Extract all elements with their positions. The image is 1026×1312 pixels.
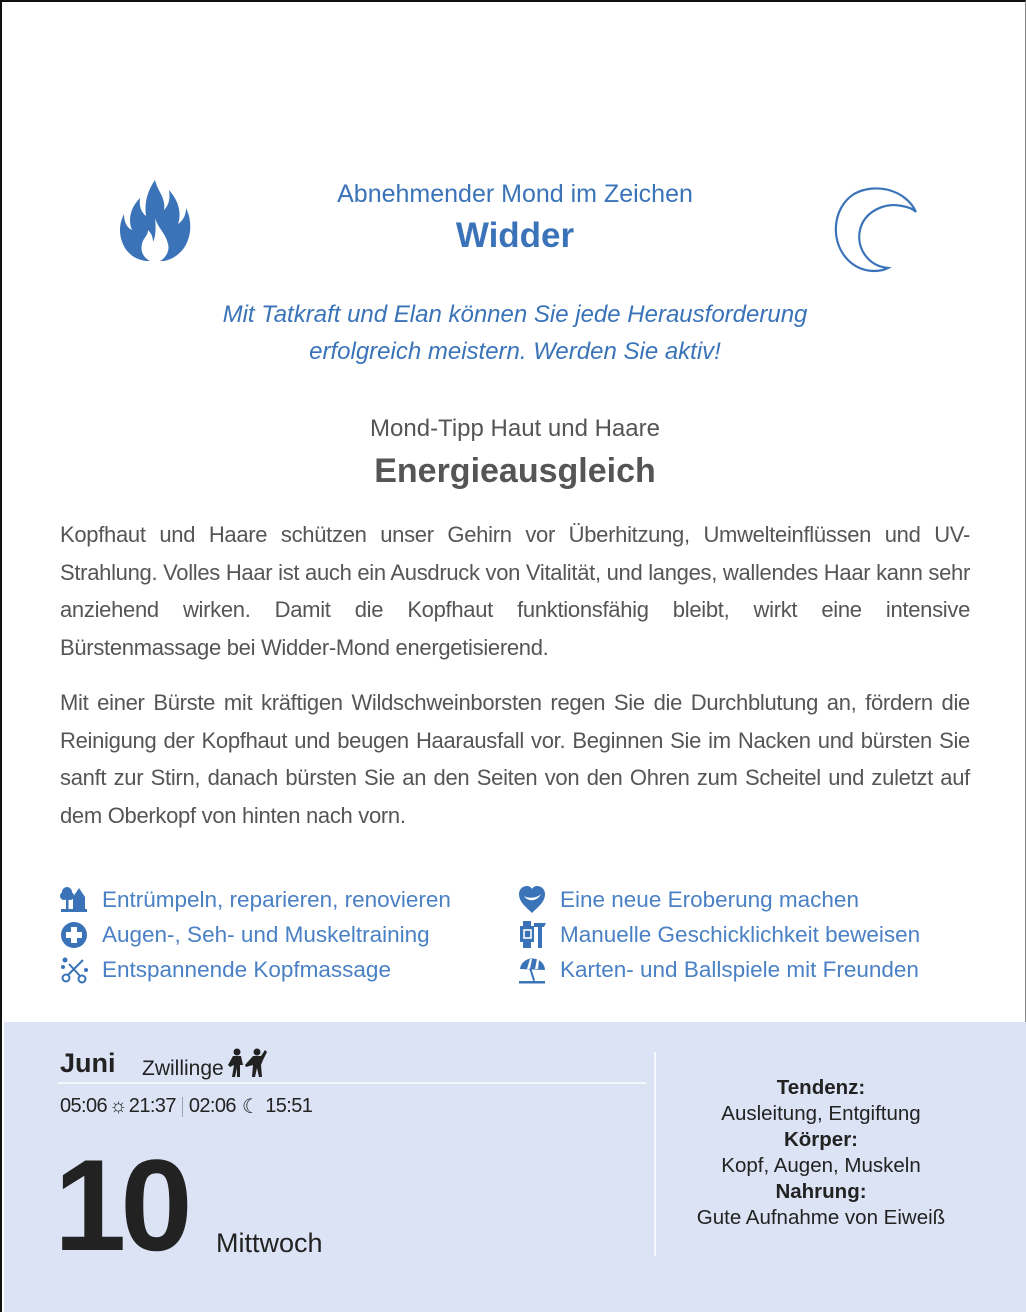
activity-item — [516, 952, 920, 987]
tipp-title: Energieausgleich — [374, 452, 656, 490]
tendenz-label: Tendenz: — [776, 1076, 866, 1099]
moonrise-time: 02:06 — [188, 1095, 236, 1117]
activity-item — [516, 882, 920, 917]
sunset-time: 21:37 — [128, 1095, 176, 1117]
body-paragraph-2: Mit einer Bürste mit kräftigen Wildschweinborsten regen Sie die Durchblutung an, fördern die Reinigung der Kopfhaut und beugen Haarausfall vor. Beginnen Sie im Nacken und bürsten Sie sanft zur Stirn, danach bürsten Sie an den Seiten von den Ohren zum Scheitel und zuletzt auf dem Oberkopf von hinten nach vorn. — [60, 690, 970, 828]
activity-column-right — [516, 882, 920, 987]
twins-icon — [224, 1054, 268, 1084]
activity-item — [58, 882, 451, 917]
activity-item — [516, 917, 920, 952]
tipp-subtitle: Mond-Tipp Haut und Haare — [370, 415, 660, 442]
koerper-value: Kopf, Augen, Muskeln — [721, 1154, 921, 1177]
footer-divider — [58, 1082, 646, 1084]
quote-line-1: Mit Tatkraft und Elan können Sie jede Herausforderung — [222, 301, 808, 328]
sun-moon-times — [60, 1094, 312, 1119]
house-tree-icon — [58, 885, 90, 915]
sun-icon: ☼ — [109, 1095, 127, 1117]
nahrung-label: Nahrung: — [775, 1180, 867, 1203]
tendenz-value: Ausleitung, Entgiftung — [721, 1102, 921, 1125]
month-label: Juni — [60, 1048, 116, 1078]
nahrung-value: Gute Aufnahme von Eiweiß — [696, 1206, 946, 1229]
koerper-label: Körper: — [783, 1128, 859, 1151]
activity-column-left — [58, 882, 451, 987]
day-number: 10 — [54, 1132, 187, 1278]
activity-label: Eine neue Eroberung machen — [560, 886, 859, 912]
medical-cross-icon — [58, 920, 90, 950]
activity-label: Manuelle Geschicklichkeit beweisen — [560, 921, 921, 947]
moon-phase-text: Abnehmender Mond im Zeichen — [337, 180, 693, 208]
sunrise-time: 05:06 — [60, 1095, 108, 1117]
activity-label: Augen-, Seh- und Muskeltraining — [102, 921, 430, 947]
beach-umbrella-icon — [516, 955, 548, 985]
zodiac-text: Zwillinge — [142, 1057, 224, 1080]
daily-quote — [2, 296, 1026, 370]
zodiac-label — [142, 1054, 268, 1084]
tools-icon — [516, 920, 548, 950]
weekday-label: Mittwoch — [216, 1228, 323, 1258]
activity-label: Karten- und Ballspiele mit Freunden — [560, 956, 919, 982]
activity-label: Entrümpeln, reparieren, renovieren — [102, 886, 451, 912]
moonset-time: 15:51 — [265, 1095, 313, 1117]
calendar-footer — [4, 1022, 1026, 1312]
activity-item — [58, 952, 451, 987]
scissors-icon — [58, 955, 90, 985]
heart-icon — [516, 885, 548, 915]
activity-label: Entspannende Kopfmassage — [102, 956, 391, 982]
moon-info-panel — [656, 1075, 986, 1231]
body-paragraph-1: Kopfhaut und Haare schützen unser Gehirn vor Überhitzung, Umwelteinflüssen und UV-Strahlung. Volles Haar ist auch ein Ausdruck von Vitalität, und langes, wallendes Haar kann sehr anziehend wirken. Damit die Kopfhaut funktionsfähig bleibt, wirkt eine intensive Bürstenmassage bei Widder-Mond energetisierend. — [60, 522, 971, 660]
quote-line-2: erfolgreich meistern. Werden Sie aktiv! — [309, 338, 721, 365]
zodiac-sign-title: Widder — [455, 216, 575, 255]
time-separator — [182, 1097, 183, 1117]
moon-icon: ☾ — [241, 1096, 260, 1118]
activity-item — [58, 917, 451, 952]
